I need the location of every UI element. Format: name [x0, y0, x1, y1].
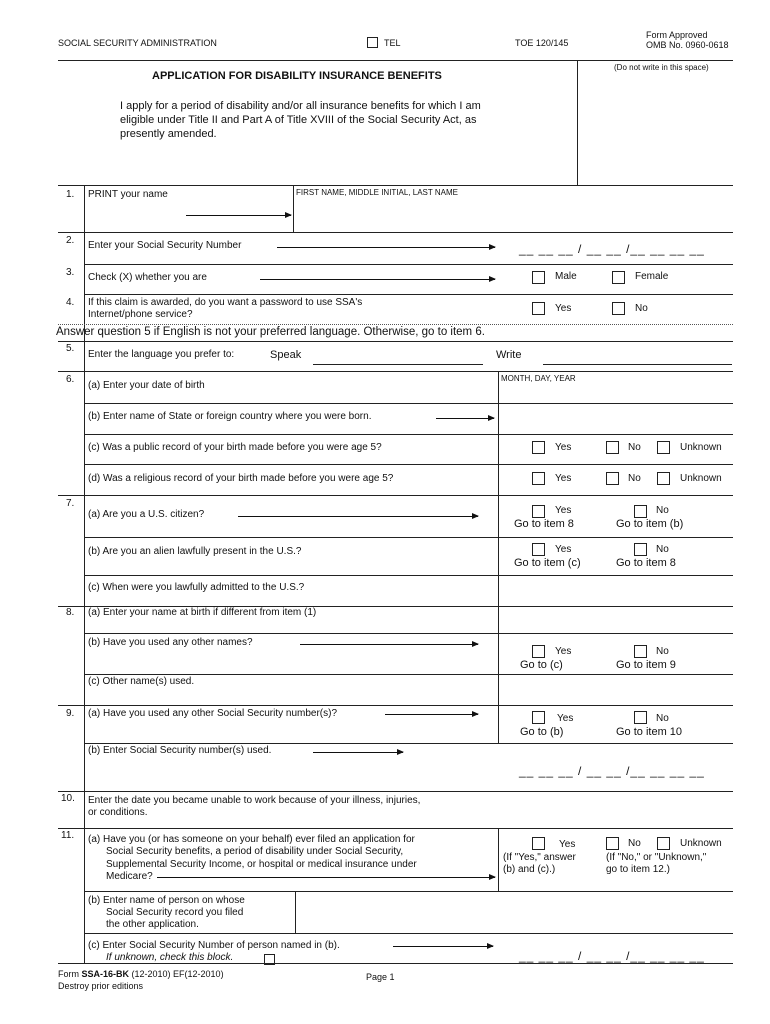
q7c-label: (c) When were you lawfully admitted to the U.S.? [88, 582, 305, 593]
q6b-label: (b) Enter name of State or foreign country where you were born. [88, 411, 372, 422]
female-label: Female [635, 271, 669, 282]
row-line [84, 434, 733, 435]
q10-line-1: Enter the date you became unable to work because of your illness, injuries, [88, 795, 421, 806]
q4-line-2: Internet/phone service? [88, 309, 193, 320]
row-line [58, 705, 733, 706]
public-record-yes-label: Yes [555, 442, 572, 453]
other-names-yes-goto: Go to (c) [520, 659, 563, 671]
page-number: Page 1 [366, 972, 395, 982]
q9-number: 9. [66, 708, 75, 719]
other-names-field[interactable] [220, 676, 730, 702]
public-record-no-label: No [628, 442, 641, 453]
tel-checkbox[interactable] [367, 37, 378, 48]
q7b-label: (b) Are you an alien lawfully present in the U.S.? [88, 546, 302, 557]
toe-code: TOE 120/145 [515, 38, 569, 48]
row-line [84, 933, 733, 934]
password-no-label: No [635, 303, 648, 314]
row-line [58, 341, 733, 342]
disability-date-field[interactable] [150, 808, 730, 826]
q6-answer-divider [498, 371, 499, 495]
password-no-checkbox[interactable] [612, 302, 625, 315]
q9-answer-divider [498, 705, 499, 743]
q11-number: 11. [61, 830, 75, 841]
q8-number: 8. [66, 607, 75, 618]
other-names-no-label: No [656, 646, 669, 657]
q3-label: Check (X) whether you are [88, 272, 207, 283]
q6c-label: (c) Was a public record of your birth made before you were age 5? [88, 442, 382, 453]
citizen-yes-label: Yes [555, 505, 572, 516]
name-field[interactable] [296, 198, 732, 231]
q11b-line-2: Social Security record you filed [106, 907, 244, 918]
q11b-field-divider [295, 891, 296, 933]
q10-number: 10. [61, 793, 75, 804]
row-line [58, 963, 733, 964]
destroy-note: Destroy prior editions [58, 981, 144, 991]
row-line [58, 232, 733, 233]
q7a-arrow-icon [238, 516, 478, 517]
other-ssn-no-goto: Go to item 10 [616, 726, 683, 738]
religious-record-no-checkbox[interactable] [606, 472, 619, 485]
prior-application-yes-note-1: (If "Yes," answer [503, 852, 576, 863]
q1-arrow-icon [186, 215, 291, 216]
q5-label: Enter the language you prefer to: [88, 349, 235, 360]
other-names-no-goto: Go to item 9 [616, 659, 676, 671]
omb-number: OMB No. 0960-0618 [646, 40, 729, 50]
row-line [84, 674, 733, 675]
other-ssn-field[interactable]: __ __ __ / __ __ /__ __ __ __ [519, 764, 705, 778]
row-line [58, 185, 733, 186]
religious-record-yes-label: Yes [555, 473, 572, 484]
other-names-no-checkbox[interactable] [634, 645, 647, 658]
write-field[interactable] [543, 364, 732, 365]
q11-answer-divider [498, 828, 499, 891]
row-line [58, 495, 733, 496]
citizen-yes-checkbox[interactable] [532, 505, 545, 518]
prior-application-no-checkbox[interactable] [606, 837, 619, 850]
q8c-label: (c) Other name(s) used. [88, 676, 195, 687]
q9a-label: (a) Have you used any other Social Security number(s)? [88, 708, 338, 719]
dob-field[interactable] [501, 385, 731, 402]
other-ssn-yes-label: Yes [557, 713, 574, 724]
q7-number: 7. [66, 498, 75, 509]
q6-number: 6. [66, 374, 75, 385]
prior-application-no-note-1: (If "No," or "Unknown," [606, 852, 707, 863]
form-approved: Form Approved [646, 30, 708, 40]
row-line [84, 294, 733, 295]
citizen-no-checkbox[interactable] [634, 505, 647, 518]
q7-answer-divider [498, 495, 499, 607]
q11a-line-4: Medicare? [106, 871, 153, 882]
dob-field-label: MONTH, DAY, YEAR [501, 374, 576, 383]
q1-field-label: FIRST NAME, MIDDLE INITIAL, LAST NAME [296, 188, 458, 197]
prior-application-no-note-2: go to item 12.) [606, 864, 670, 875]
religious-record-yes-checkbox[interactable] [532, 472, 545, 485]
row-line [84, 633, 733, 634]
other-names-yes-checkbox[interactable] [532, 645, 545, 658]
password-yes-label: Yes [555, 303, 572, 314]
prior-application-no-label: No [628, 838, 641, 849]
form-number-prefix: Form [58, 969, 82, 979]
birthplace-field[interactable] [501, 405, 731, 433]
q5-number: 5. [66, 343, 75, 354]
religious-record-unknown-label: Unknown [680, 473, 722, 484]
password-yes-checkbox[interactable] [532, 302, 545, 315]
citizen-no-label: No [656, 505, 669, 516]
row-line [58, 324, 733, 325]
office-use-divider [577, 60, 578, 185]
q11a-line-1: (a) Have you (or has someone on your behalf) ever filed an application for [88, 834, 415, 845]
q1-field-divider [293, 185, 294, 232]
row-line [84, 575, 733, 576]
q9b-arrow-icon [313, 752, 403, 753]
q3-number: 3. [66, 267, 75, 278]
female-checkbox[interactable] [612, 271, 625, 284]
prior-application-yes-checkbox[interactable] [532, 837, 545, 850]
public-record-unknown-label: Unknown [680, 442, 722, 453]
intro-line-1: I apply for a period of disability and/or all insurance benefits for which I am [120, 100, 481, 112]
q8a-label: (a) Enter your name at birth if different from item (1) [88, 607, 317, 618]
form-number-suffix: (12-2010) EF(12-2010) [129, 969, 224, 979]
alien-yes-label: Yes [555, 544, 572, 555]
alien-no-label: No [656, 544, 669, 555]
q5-instruction: Answer question 5 if English is not your preferred language. Otherwise, go to item 6. [56, 326, 485, 338]
q8b-label: (b) Have you used any other names? [88, 637, 253, 648]
speak-field[interactable] [313, 364, 483, 365]
other-record-name-field[interactable] [298, 893, 730, 931]
other-ssn-yes-checkbox[interactable] [532, 711, 545, 724]
row-line [84, 264, 733, 265]
row-line [58, 828, 733, 829]
header-rule [58, 60, 733, 61]
q3-arrow-icon [260, 279, 495, 280]
agency-name: SOCIAL SECURITY ADMINISTRATION [58, 38, 217, 48]
q11c-line-1: (c) Enter Social Security Number of person named in (b). [88, 940, 340, 951]
q4-number: 4. [66, 297, 75, 308]
public-record-unknown-checkbox[interactable] [657, 441, 670, 454]
male-checkbox[interactable] [532, 271, 545, 284]
alien-no-checkbox[interactable] [634, 543, 647, 556]
alien-yes-checkbox[interactable] [532, 543, 545, 556]
other-names-yes-label: Yes [555, 646, 572, 657]
q8b-arrow-icon [300, 644, 478, 645]
row-line [58, 371, 733, 372]
intro-line-2: eligible under Title II and Part A of Title XVIII of the Social Security Act, as [120, 114, 477, 126]
birth-name-field[interactable] [501, 608, 731, 632]
tel-label: TEL [384, 38, 401, 48]
q2-label: Enter your Social Security Number [88, 240, 242, 251]
q11a-line-3: Supplemental Security Income, or hospital or medical insurance under [106, 859, 417, 870]
q11c-line-2: If unknown, check this block. [106, 952, 234, 963]
q10-line-2: or conditions. [88, 807, 148, 818]
prior-application-yes-label: Yes [559, 839, 576, 850]
other-ssn-no-label: No [656, 713, 669, 724]
q11b-line-3: the other application. [106, 919, 199, 930]
admission-date-field[interactable] [501, 577, 731, 605]
row-line [84, 743, 733, 744]
religious-record-no-label: No [628, 473, 641, 484]
q6d-label: (d) Was a religious record of your birth made before you were age 5? [88, 473, 394, 484]
prior-application-unknown-checkbox[interactable] [657, 837, 670, 850]
form-title: APPLICATION FOR DISABILITY INSURANCE BENEFITS [152, 70, 442, 82]
row-line [84, 891, 733, 892]
public-record-no-checkbox[interactable] [606, 441, 619, 454]
citizen-yes-goto: Go to item 8 [514, 518, 574, 530]
write-label: Write [496, 349, 522, 361]
q7a-label: (a) Are you a U.S. citizen? [88, 509, 205, 520]
q9a-arrow-icon [385, 714, 478, 715]
prior-application-unknown-label: Unknown [680, 838, 722, 849]
row-line [84, 403, 733, 404]
alien-no-goto: Go to item 8 [616, 557, 676, 569]
q9b-label: (b) Enter Social Security number(s) used. [88, 745, 272, 756]
q1-label: PRINT your name [88, 189, 168, 200]
q11b-line-1: (b) Enter name of person on whose [88, 895, 245, 906]
q1-number: 1. [66, 189, 75, 200]
row-line [84, 537, 733, 538]
q6a-label: (a) Enter your date of birth [88, 380, 205, 391]
number-column-line [84, 185, 85, 963]
q4-line-1: If this claim is awarded, do you want a password to use SSA's [88, 297, 363, 308]
citizen-no-goto: Go to item (b) [616, 518, 684, 530]
other-ssn-no-checkbox[interactable] [634, 711, 647, 724]
alien-yes-goto: Go to item (c) [514, 557, 581, 569]
form-number [58, 969, 224, 979]
q2-arrow-icon [277, 247, 495, 248]
q11a-line-2: Social Security benefits, a period of disability under Social Security, [106, 846, 404, 857]
q6b-arrow-icon [436, 418, 494, 419]
other-record-ssn-field[interactable]: __ __ __ / __ __ /__ __ __ __ [519, 949, 705, 963]
male-label: Male [555, 271, 577, 282]
q11a-arrow-icon [157, 877, 495, 878]
q11c-arrow-icon [393, 946, 493, 947]
ssn-field[interactable]: __ __ __ / __ __ /__ __ __ __ [519, 242, 705, 256]
prior-application-yes-note-2: (b) and (c).) [503, 864, 556, 875]
row-line [58, 791, 733, 792]
form-number-id: SSA-16-BK [81, 969, 130, 979]
speak-label: Speak [270, 349, 302, 361]
public-record-yes-checkbox[interactable] [532, 441, 545, 454]
q2-number: 2. [66, 235, 75, 246]
other-ssn-yes-goto: Go to (b) [520, 726, 564, 738]
do-not-write-note: (Do not write in this space) [614, 63, 709, 72]
intro-line-3: presently amended. [120, 128, 217, 140]
religious-record-unknown-checkbox[interactable] [657, 472, 670, 485]
row-line [84, 464, 733, 465]
